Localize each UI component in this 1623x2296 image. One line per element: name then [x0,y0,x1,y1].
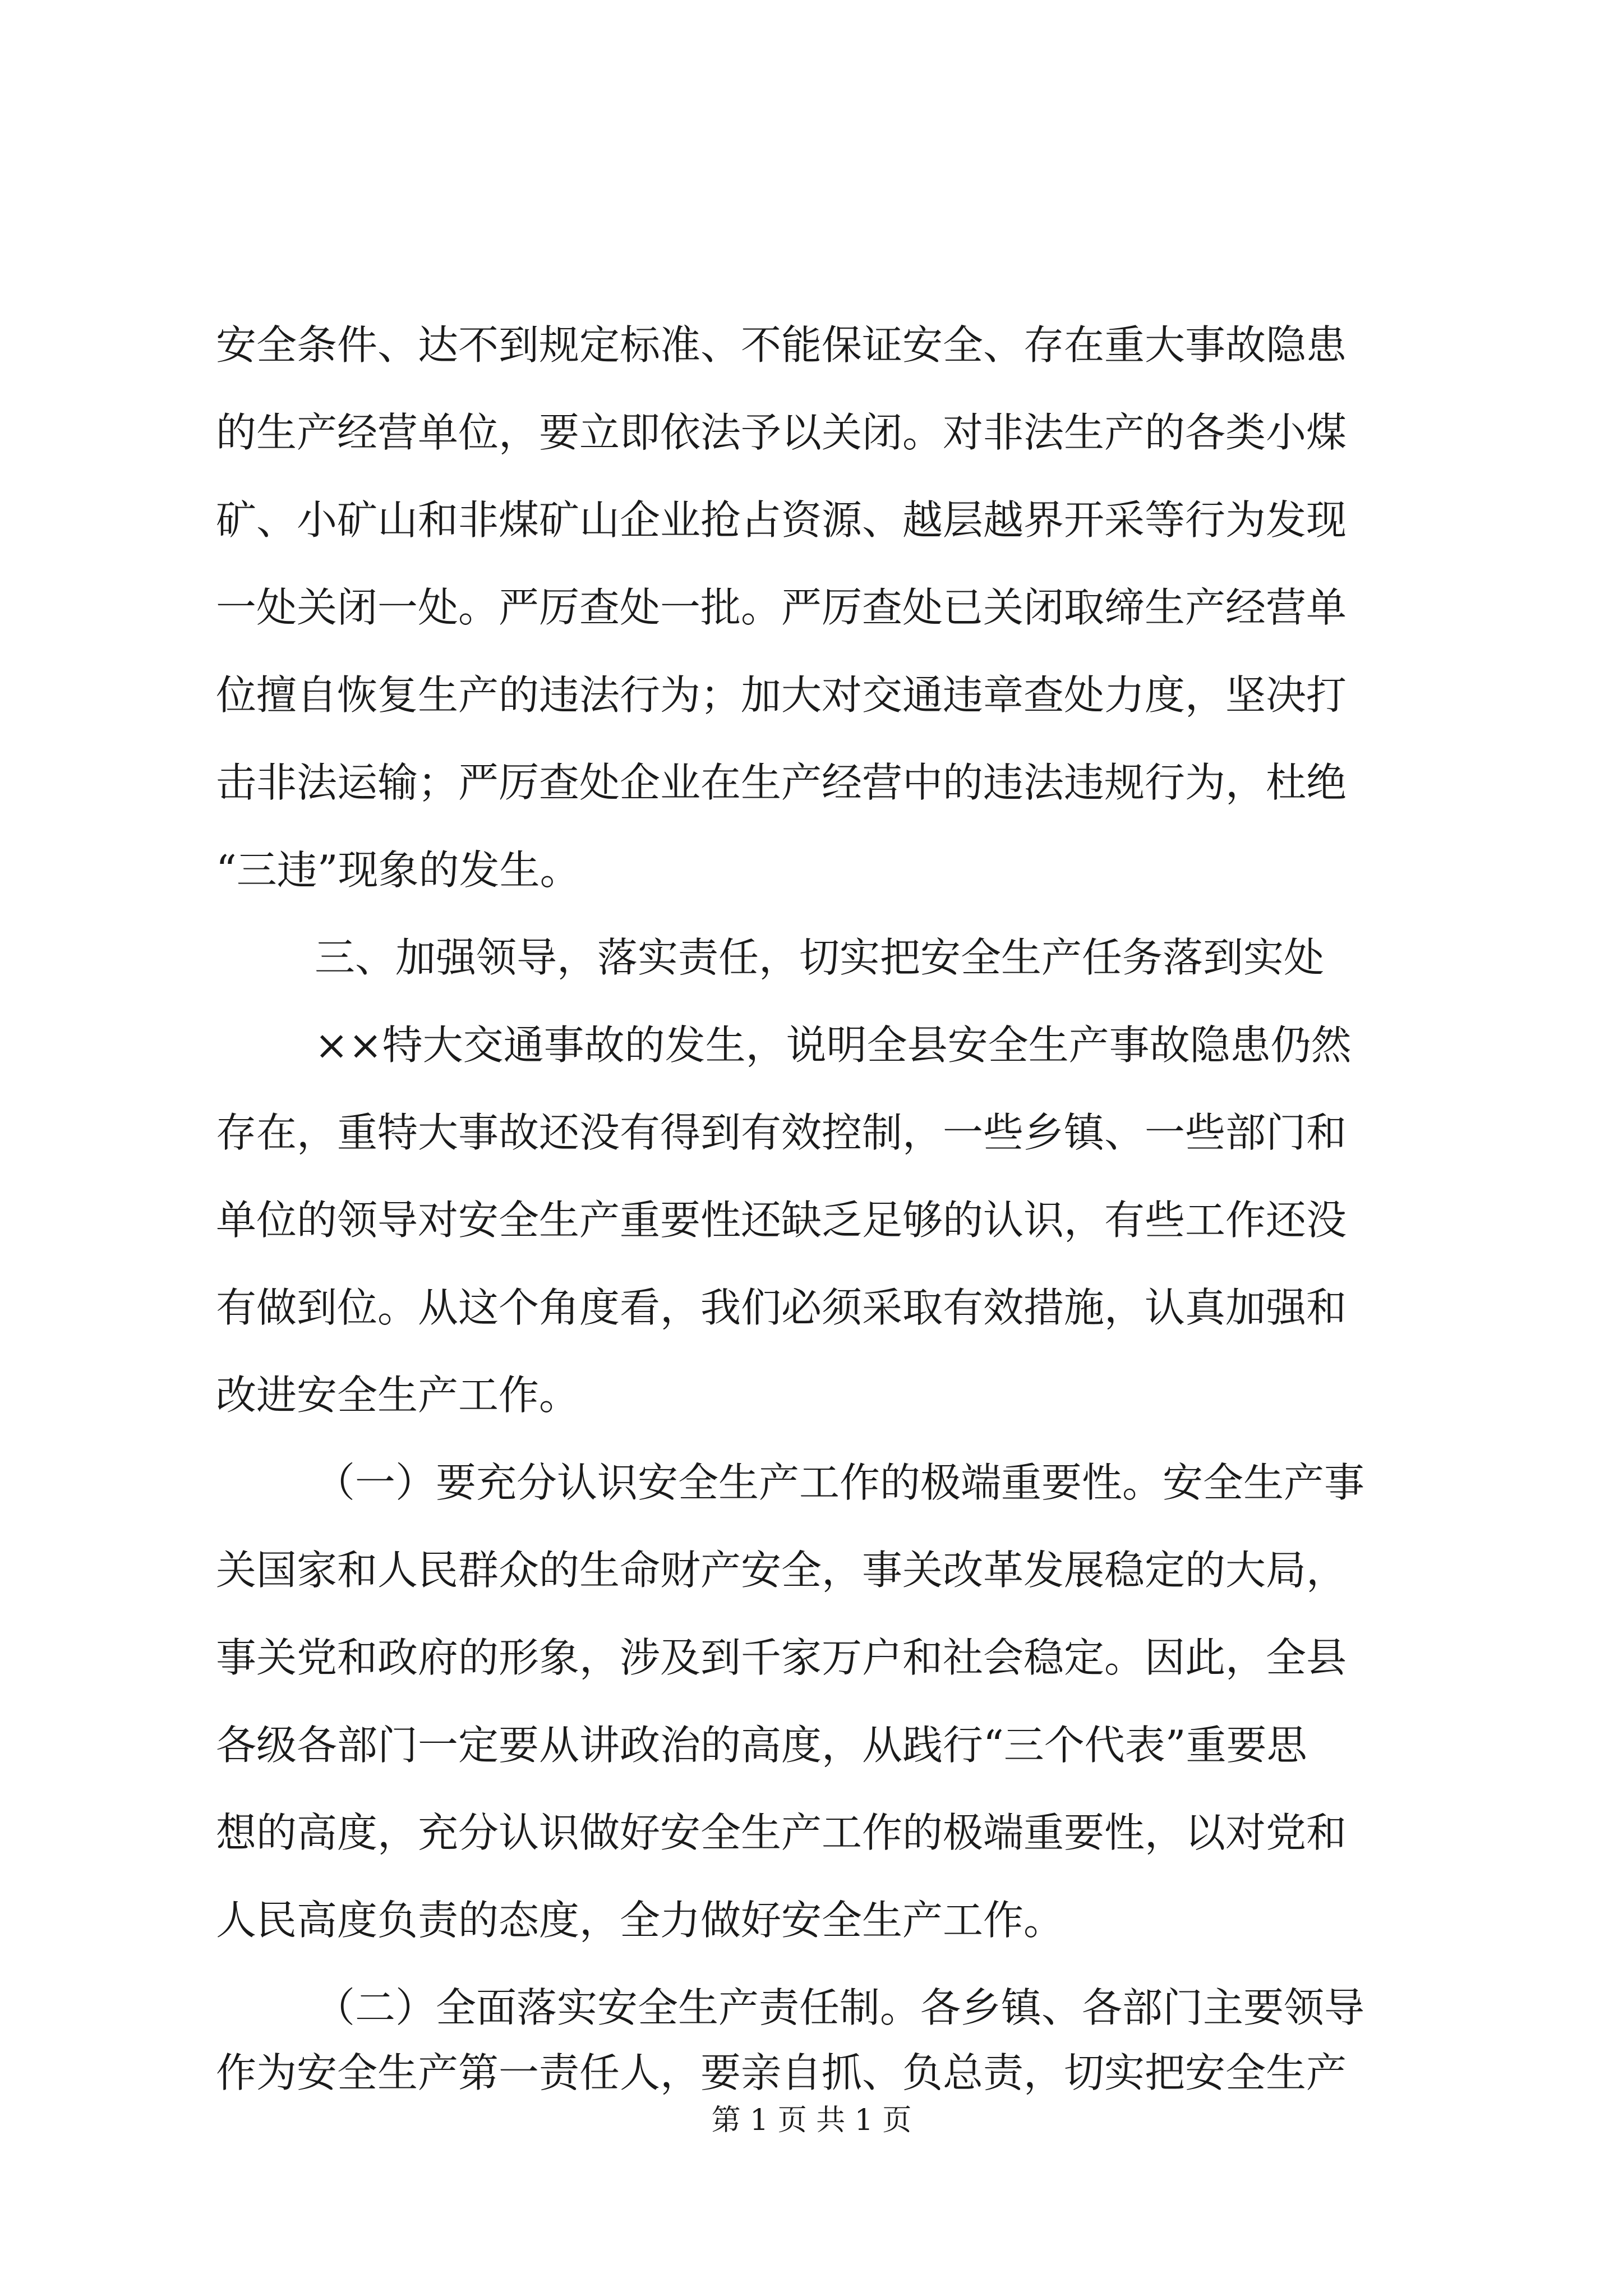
section-heading: 三、加强领导，落实责任，切实把安全生产任务落到实处 [315,934,1325,981]
text-line: 作为安全生产第一责任人，要亲自抓、负总责，切实把安全生产 [216,2049,1347,2096]
page-footer: 第 1 页 共 1 页 [711,2104,912,2137]
text-line: 的生产经营单位，要立即依法予以关闭。对非法生产的各类小煤 [216,409,1347,456]
text-line: 存在，重特大事故还没有得到有效控制，一些乡镇、一些部门和 [216,1109,1347,1156]
subsection-first-line: （一）要充分认识安全生产工作的极端重要性。安全生产事 [315,1459,1365,1506]
text-line: 想的高度，充分认识做好安全生产工作的极端重要性，以对党和 [216,1809,1347,1856]
text-line: 击非法运输；严厉查处企业在生产经营中的违法违规行为，杜绝 [216,759,1347,806]
text-line: 改进安全生产工作。 [216,1372,580,1419]
text-line: 安全条件、达不到规定标准、不能保证安全、存在重大事故隐患 [216,321,1347,369]
subsection-first-line: （二）全面落实安全生产责任制。各乡镇、各部门主要领导 [315,1984,1365,2031]
text-line: 矿、小矿山和非煤矿山企业抢占资源、越层越界开采等行为发现 [216,496,1347,544]
text-line: 各级各部门一定要从讲政治的高度，从践行“三个代表”重要思 [216,1722,1307,1769]
text-line: 一处关闭一处。严厉查处一批。严厉查处已关闭取缔生产经营单 [216,584,1347,631]
text-line: 有做到位。从这个角度看，我们必须采取有效措施，认真加强和 [216,1284,1347,1331]
text-line: 单位的领导对安全生产重要性还缺乏足够的认识，有些工作还没 [216,1197,1347,1244]
text-line: 人民高度负责的态度，全力做好安全生产工作。 [216,1897,1064,1944]
text-line: 位擅自恢复生产的违法行为；加大对交通违章查处力度，坚决打 [216,671,1347,719]
text-line: “三违”现象的发生。 [216,846,580,894]
text-line: 关国家和人民群众的生命财产安全，事关改革发展稳定的大局， [216,1547,1347,1594]
text-line: 事关党和政府的形象，涉及到千家万户和社会稳定。因此，全县 [216,1634,1347,1681]
paragraph-first-line: ××特大交通事故的发生，说明全县安全生产事故隐患仍然 [315,1022,1352,1069]
